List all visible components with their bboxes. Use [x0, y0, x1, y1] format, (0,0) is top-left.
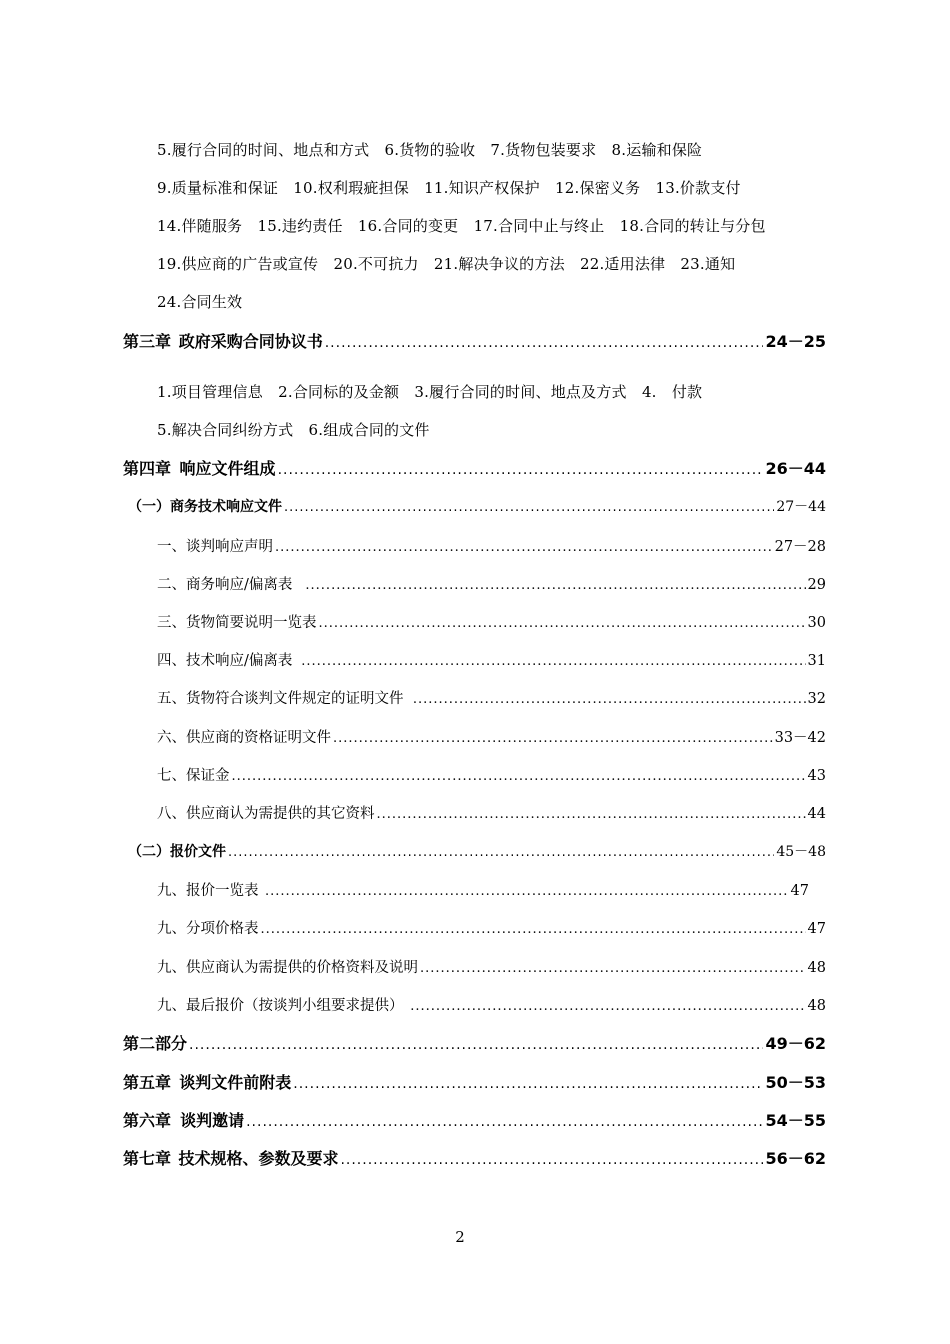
toc-entry-chapter3	[123, 329, 826, 352]
leader-dots	[377, 807, 806, 822]
toc-entry-item	[157, 687, 826, 708]
toc-entry-item	[157, 994, 826, 1015]
item-title: 九、报价一览表	[157, 883, 259, 899]
toc-entry-section2	[128, 841, 826, 861]
clause-line: 9.质量标准和保证 10.权利瑕疵担保 11.知识产权保护 12.保密义务 13.价款支付	[157, 179, 741, 197]
item-title: 九、最后报价（按谈判小组要求提供）	[157, 998, 404, 1014]
part-title: 第二部分	[123, 1034, 188, 1053]
page-range: 31	[807, 653, 826, 669]
chapter-number: 第五章	[123, 1073, 172, 1092]
leader-dots	[293, 1076, 763, 1092]
chapter-title: 响应文件组成	[179, 459, 276, 478]
toc-entry-section1	[128, 496, 826, 516]
page-range: 56－62	[765, 1149, 826, 1168]
page-range: 27－28	[774, 539, 826, 555]
toc-entry-part2	[123, 1031, 826, 1054]
toc-entry-item	[157, 611, 826, 632]
page-range: 33－42	[774, 730, 826, 746]
clause-line: 5.解决合同纠纷方式 6.组成合同的文件	[157, 421, 430, 439]
clause-line: 19.供应商的广告或宣传 20.不可抗力 21.解决争议的方法 22.适用法律 23.通知	[157, 255, 736, 273]
toc-entry-item	[157, 535, 826, 556]
item-title: 八、供应商认为需提供的其它资料	[157, 806, 375, 822]
toc-entry-item	[157, 573, 826, 594]
chapter-number: 第七章	[123, 1149, 172, 1168]
leader-dots	[410, 999, 805, 1014]
toc-entry-chapter7	[123, 1146, 826, 1169]
leader-dots	[305, 578, 805, 593]
leader-dots	[413, 692, 806, 707]
leader-dots	[246, 1114, 763, 1130]
page-range: 43	[807, 768, 826, 784]
chapter-title: 技术规格、参数及要求	[178, 1149, 339, 1168]
page-number: 2	[455, 1228, 465, 1246]
leader-dots	[340, 1152, 763, 1168]
clause-line: 5.履行合同的时间、地点和方式 6.货物的验收 7.货物包装要求 8.运输和保险	[157, 141, 703, 159]
page-range: 29	[807, 577, 826, 593]
item-title: 一、谈判响应声明	[157, 539, 273, 555]
toc-entry-item	[157, 764, 826, 785]
item-title: 三、货物简要说明一览表	[157, 615, 317, 631]
toc-entry-chapter4	[123, 456, 826, 479]
page-range: 54－55	[765, 1111, 826, 1130]
page-range: 45－48	[776, 844, 826, 860]
item-title: 四、技术响应/偏离表	[157, 653, 293, 669]
item-title: 九、供应商认为需提供的价格资料及说明	[157, 960, 418, 976]
clause-line: 24.合同生效	[157, 293, 243, 311]
leader-dots	[189, 1037, 763, 1053]
toc-entry-item	[157, 649, 826, 670]
leader-dots	[284, 500, 774, 515]
item-title: 五、货物符合谈判文件规定的证明文件	[157, 691, 404, 707]
section-title: （二）报价文件	[128, 844, 226, 860]
leader-dots	[265, 884, 789, 899]
leader-dots	[278, 462, 764, 478]
page-range: 30	[807, 615, 826, 631]
leader-dots	[301, 654, 805, 669]
page-range: 47	[807, 921, 826, 937]
page-range: 27－44	[776, 499, 826, 515]
page-range: 32	[807, 691, 826, 707]
chapter-title: 谈判文件前附表	[179, 1073, 292, 1092]
toc-entry-item	[157, 726, 826, 747]
leader-dots	[275, 540, 773, 555]
chapter-number: 第三章	[123, 332, 172, 351]
item-title: 二、商务响应/偏离表	[157, 577, 293, 593]
leader-dots	[319, 616, 806, 631]
leader-dots	[261, 922, 806, 937]
page-range: 49－62	[765, 1034, 826, 1053]
chapter-number: 第六章	[123, 1111, 172, 1130]
chapter-title: 政府采购合同协议书	[178, 332, 323, 351]
leader-dots	[333, 731, 773, 746]
leader-dots	[325, 335, 764, 351]
toc-entry-chapter5	[123, 1070, 826, 1093]
item-title: 六、供应商的资格证明文件	[157, 730, 331, 746]
toc-entry-item	[157, 956, 826, 977]
chapter-title: 谈判邀请	[180, 1111, 245, 1130]
toc-entry-item	[157, 879, 809, 900]
clause-line: 14.伴随服务 15.违约责任 16.合同的变更 17.合同中止与终止 18.合同的转让与分包	[157, 217, 766, 235]
leader-dots	[232, 769, 806, 784]
toc-entry-item	[157, 802, 826, 823]
item-title: 七、保证金	[157, 768, 230, 784]
leader-dots	[420, 961, 806, 976]
toc-entry-item	[157, 917, 826, 938]
chapter-number: 第四章	[123, 459, 172, 478]
page-range: 47	[790, 883, 809, 899]
leader-dots	[228, 845, 774, 860]
page-range: 50－53	[765, 1073, 826, 1092]
page-range: 24－25	[765, 332, 826, 351]
item-title: 九、分项价格表	[157, 921, 259, 937]
clause-line: 1.项目管理信息 2.合同标的及金额 3.履行合同的时间、地点及方式 4. 付款	[157, 383, 703, 401]
page-range: 26－44	[765, 459, 826, 478]
page-range: 48	[807, 998, 826, 1014]
toc-entry-chapter6	[123, 1108, 826, 1131]
section-title: （一）商务技术响应文件	[128, 499, 282, 515]
page-range: 44	[807, 806, 826, 822]
page-range: 48	[807, 960, 826, 976]
